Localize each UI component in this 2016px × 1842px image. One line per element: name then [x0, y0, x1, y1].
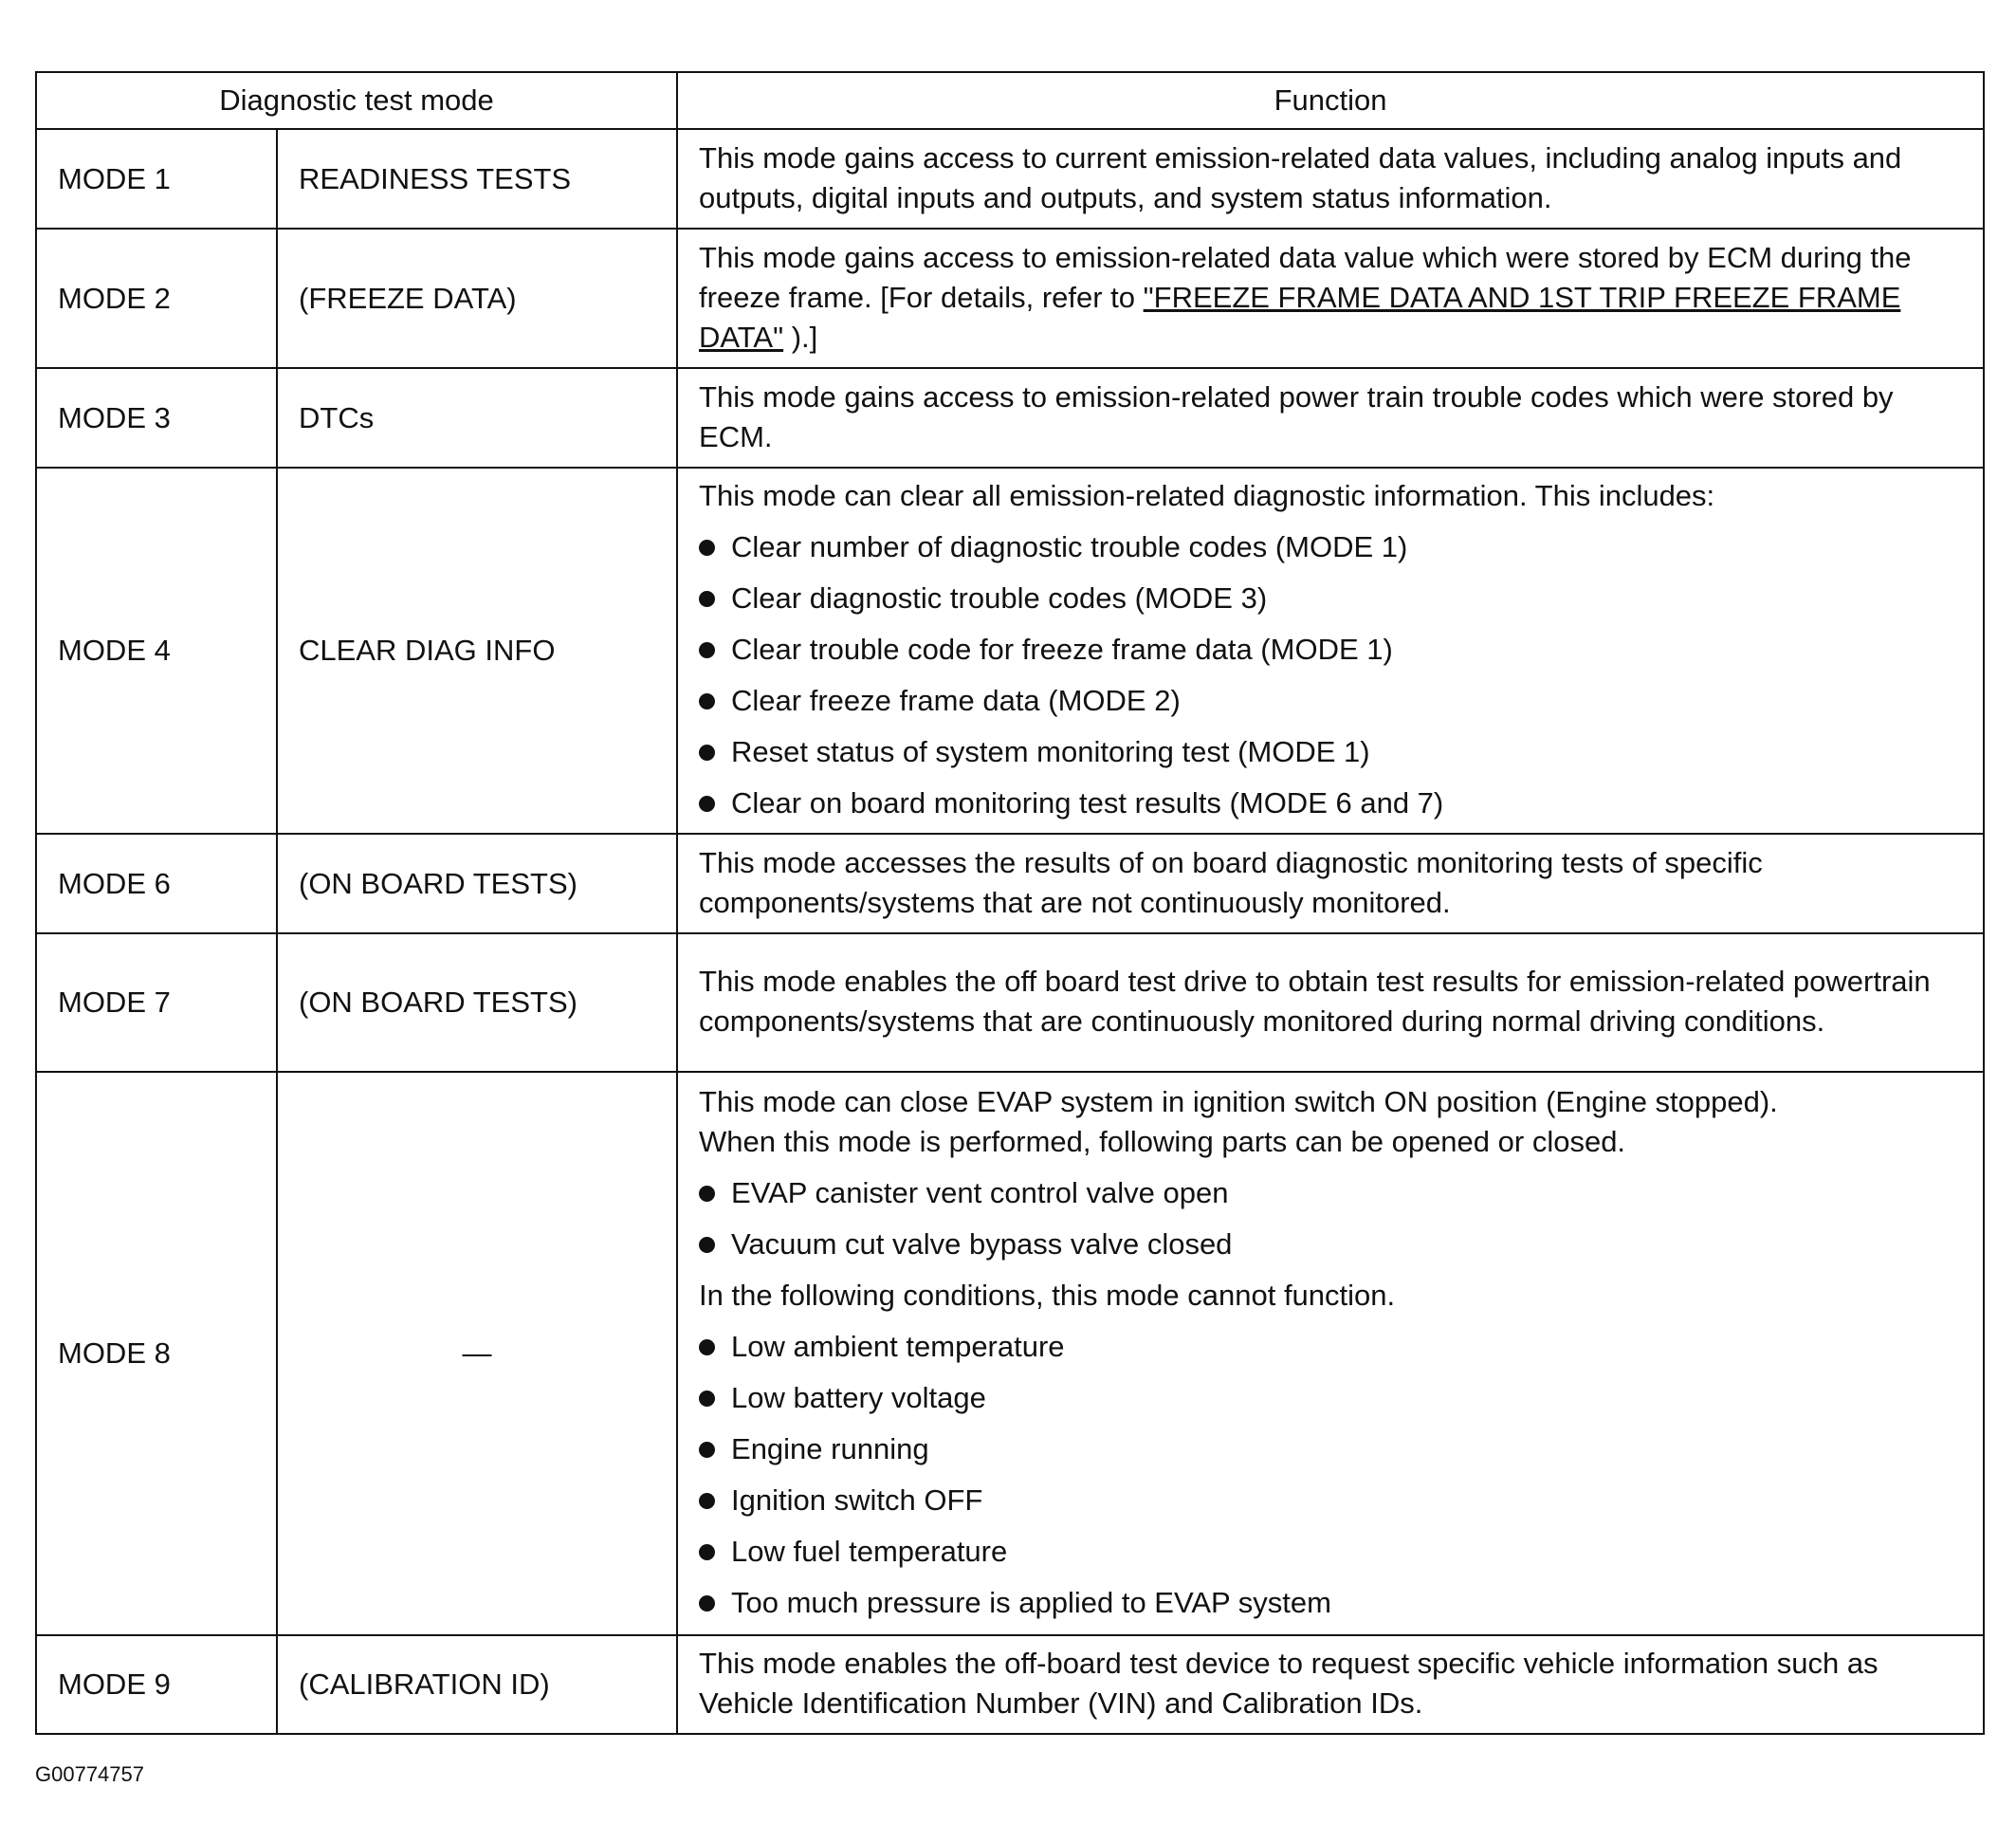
bullet-list: [699, 1327, 1970, 1623]
bullet-icon: [699, 1442, 715, 1458]
function-cell: This mode gains access to current emission-related data values, including analog inputs and outputs, digital inputs and outputs, and system status information.: [677, 129, 1984, 229]
bullet-list: [699, 1173, 1970, 1264]
table-header-row: [36, 72, 1984, 129]
bullet-icon: [699, 1339, 715, 1355]
function-cell: [677, 468, 1984, 834]
table-row: [36, 368, 1984, 468]
mode-cell: MODE 7: [36, 933, 277, 1072]
bullet-icon: [699, 591, 715, 607]
list-item: Clear freeze frame data (MODE 2): [699, 681, 1970, 721]
mode-name-cell: (CALIBRATION ID): [277, 1635, 677, 1734]
bullet-icon: [699, 693, 715, 709]
list-item: Vacuum cut valve bypass valve closed: [699, 1225, 1970, 1264]
mode-cell: MODE 8: [36, 1072, 277, 1635]
mode-cell: MODE 2: [36, 229, 277, 368]
bullet-icon: [699, 745, 715, 761]
table-row: [36, 1072, 1984, 1635]
table-row: [36, 129, 1984, 229]
header-diagnostic-test-mode: Diagnostic test mode: [36, 72, 677, 129]
function-intro: This mode can close EVAP system in ignition switch ON position (Engine stopped).: [699, 1085, 1778, 1118]
list-item: Clear diagnostic trouble codes (MODE 3): [699, 579, 1970, 618]
bullet-icon: [699, 1186, 715, 1202]
list-item: Low battery voltage: [699, 1378, 1970, 1418]
diagnostic-mode-table-container: [35, 71, 1983, 1735]
function-text: This mode gains access to emission-related data value which were stored by ECM during the freeze frame. [For details, refer to: [699, 240, 1912, 314]
list-item: Reset status of system monitoring test (MODE 1): [699, 732, 1970, 772]
bullet-icon: [699, 796, 715, 812]
bullet-icon: [699, 1544, 715, 1560]
list-item: Ignition switch OFF: [699, 1481, 1970, 1520]
mode-cell: MODE 1: [36, 129, 277, 229]
function-cell: This mode enables the off-board test device to request specific vehicle information such as Vehicle Identification Number (VIN) and Calibration IDs.: [677, 1635, 1984, 1734]
bullet-icon: [699, 642, 715, 658]
function-intro: This mode can clear all emission-related diagnostic information. This includes:: [699, 479, 1715, 512]
mode-cell: MODE 6: [36, 834, 277, 933]
function-cell: This mode enables the off board test drive to obtain test results for emission-related powertrain components/systems that are continuously monitored during normal driving conditions.: [677, 933, 1984, 1072]
function-cell: [677, 1072, 1984, 1635]
diagnostic-mode-table: [35, 71, 1985, 1735]
list-item: Clear on board monitoring test results (MODE 6 and 7): [699, 783, 1970, 823]
bullet-icon: [699, 1595, 715, 1612]
function-cell: This mode gains access to emission-related power train trouble codes which were stored by ECM.: [677, 368, 1984, 468]
header-function: Function: [677, 72, 1984, 129]
function-text: ).]: [783, 320, 818, 354]
list-item: EVAP canister vent control valve open: [699, 1173, 1970, 1213]
mode-name-cell: CLEAR DIAG INFO: [277, 468, 677, 834]
figure-id: G00774757: [35, 1762, 144, 1786]
bullet-icon: [699, 1391, 715, 1407]
mode-name-cell: READINESS TESTS: [277, 129, 677, 229]
mode-name-cell: (ON BOARD TESTS): [277, 834, 677, 933]
table-row: [36, 229, 1984, 368]
function-note: In the following conditions, this mode cannot function.: [699, 1279, 1396, 1312]
bullet-icon: [699, 1237, 715, 1253]
list-item: Too much pressure is applied to EVAP system: [699, 1583, 1970, 1623]
list-item: Low fuel temperature: [699, 1532, 1970, 1572]
table-row: [36, 834, 1984, 933]
table-row: [36, 468, 1984, 834]
list-item: Clear trouble code for freeze frame data (MODE 1): [699, 630, 1970, 670]
table-row: [36, 1635, 1984, 1734]
bullet-icon: [699, 540, 715, 556]
mode-cell: MODE 4: [36, 468, 277, 834]
freeze-frame-data-link[interactable]: "FREEZE FRAME DATA AND 1ST TRIP FREEZE FRAME DATA": [699, 280, 1901, 354]
list-item: Low ambient temperature: [699, 1327, 1970, 1367]
bullet-icon: [699, 1493, 715, 1509]
bullet-list: [699, 527, 1970, 823]
table-row: [36, 933, 1984, 1072]
list-item: Engine running: [699, 1429, 1970, 1469]
list-item: Clear number of diagnostic trouble codes (MODE 1): [699, 527, 1970, 567]
mode-cell: MODE 9: [36, 1635, 277, 1734]
mode-name-cell: DTCs: [277, 368, 677, 468]
mode-cell: MODE 3: [36, 368, 277, 468]
mode-name-cell: —: [277, 1072, 677, 1635]
function-cell: This mode accesses the results of on board diagnostic monitoring tests of specific components/systems that are not continuously monitored.: [677, 834, 1984, 933]
function-cell: [677, 229, 1984, 368]
mode-name-cell: (ON BOARD TESTS): [277, 933, 677, 1072]
mode-name-cell: (FREEZE DATA): [277, 229, 677, 368]
function-intro: When this mode is performed, following parts can be opened or closed.: [699, 1125, 1626, 1158]
